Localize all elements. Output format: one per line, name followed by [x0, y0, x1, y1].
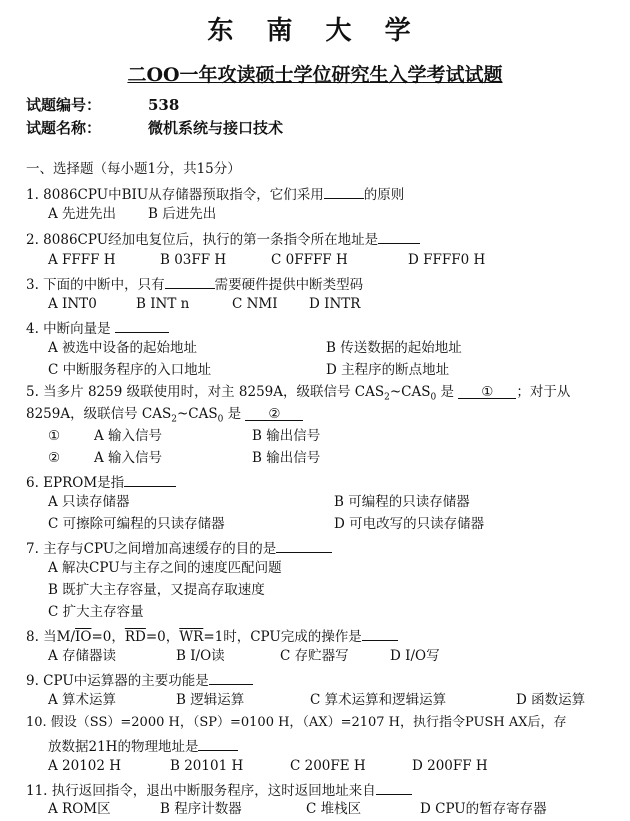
q5-row2-option-a: A 输入信号 — [94, 450, 163, 466]
question-5-line-2 — [26, 408, 303, 425]
name-label: 试题名称： — [26, 119, 102, 137]
q5-line2-sub0: 0 — [217, 414, 224, 425]
q6-option-d: D 可电改写的只读存储器 — [334, 516, 485, 532]
q5-line2-cas: ~CAS — [176, 406, 218, 422]
q11-text: 11. 执行返回指令，退出中断服务程序，这时返回地址来自 — [26, 783, 376, 799]
q5-blank-1 — [458, 386, 516, 399]
q8-text-end: =1时，CPU完成的操作是 — [203, 629, 362, 645]
q10-option-a: A 20102 H — [48, 758, 122, 774]
q11-option-d: D CPU的暂存寄存器 — [420, 801, 547, 817]
q9-option-d: D 函数运算 — [516, 692, 586, 708]
q8-eq1: =0， — [91, 629, 125, 645]
q9-blank — [209, 672, 253, 685]
question-1 — [26, 186, 404, 203]
q7-option-b: B 既扩大主存容量，又提高存取速度 — [48, 582, 265, 598]
question-8 — [26, 628, 398, 645]
q5-row1-option-a: A 输入信号 — [94, 428, 163, 444]
code-value: 538 — [148, 96, 180, 114]
q1-text-end: 的原则 — [363, 187, 405, 203]
q11-blank — [376, 782, 412, 795]
q5-is: 是 — [436, 384, 459, 400]
q5-sub0: 0 — [430, 392, 437, 403]
q1-option-a: A 先进先出 — [48, 206, 117, 222]
q5-mark-2: ② — [268, 406, 281, 422]
q10-text-2: 放数据21H的物理地址是 — [48, 739, 199, 755]
q11-option-b: B 程序计数器 — [160, 801, 242, 817]
q5-text-end: ；对于从 — [516, 384, 571, 400]
q5-cas: ~CAS — [389, 384, 431, 400]
q4-text: 4. 中断向量是 — [26, 321, 111, 337]
q10-option-c: C 200FE H — [290, 758, 366, 774]
q1-text: 1. 8086CPU中BIU从存储器预取指令，它们采用 — [26, 187, 324, 203]
q8-wr-bar: $\overline{WR}$ — [179, 629, 204, 645]
q9-option-a: A 算术运算 — [48, 692, 117, 708]
q7-option-c: C 扩大主存容量 — [48, 604, 144, 620]
q6-blank — [124, 474, 176, 487]
q8-io-bar: $\overline{IO}$ — [75, 629, 92, 645]
q3-option-c: C NMI — [232, 296, 278, 312]
university-name: 东 南 大 学 — [207, 16, 423, 46]
q10-blank — [198, 738, 238, 751]
q8-text: 8. 当M/ — [26, 629, 76, 645]
q8-option-c: C 存贮器写 — [280, 648, 349, 664]
q2-option-a: A FFFF H — [48, 252, 116, 268]
q2-blank — [378, 231, 420, 244]
question-4 — [26, 320, 169, 337]
q5-line2-sub2: 2 — [171, 414, 177, 425]
q3-option-d: D INTR — [309, 296, 361, 312]
q7-blank — [276, 540, 332, 553]
q2-text: 2. 8086CPU经加电复位后，执行的第一条指令所在地址是 — [26, 232, 379, 248]
question-2 — [26, 231, 420, 248]
q3-text-end: 需要硬件提供中断类型码 — [214, 277, 364, 293]
q3-option-b: B INT n — [136, 296, 190, 312]
q2-option-d: D FFFF0 H — [408, 252, 486, 268]
q5-row2-mark: ② — [48, 450, 61, 466]
q2-option-c: C 0FFFF H — [271, 252, 348, 268]
q5-row1-option-b: B 输出信号 — [252, 428, 321, 444]
q5-text: 5. 当多片 8259 级联使用时，对主 8259A，级联信号 CAS — [26, 384, 385, 400]
q7-text: 7. 主存与CPU之间增加高速缓存的目的是 — [26, 541, 277, 557]
question-10: 10. 假设（SS）=2000 H，（SP）=0100 H，（AX）=2107 H，执行指令PUSH AX后，存 — [26, 715, 567, 730]
q9-option-c: C 算术运算和逻辑运算 — [310, 692, 447, 708]
q10-option-d: D 200FF H — [412, 758, 488, 774]
q8-eq2: =0， — [145, 629, 180, 645]
code-label: 试题编号： — [26, 96, 102, 114]
q7-option-a: A 解决CPU与主存之间的速度匹配问题 — [48, 560, 282, 576]
q8-option-a: A 存储器读 — [48, 648, 117, 664]
q3-blank — [165, 276, 215, 289]
q9-option-b: B 逻辑运算 — [176, 692, 245, 708]
q5-sub: 2 — [384, 392, 390, 403]
q5-line2-is: 是 — [223, 406, 246, 422]
q2-option-b: B 03FF H — [160, 252, 227, 268]
q11-option-a: A ROM区 — [48, 801, 111, 817]
section-title: 一、选择题（每小题1分，共15分） — [26, 161, 241, 177]
name-value: 微机系统与接口技术 — [148, 119, 284, 137]
q3-option-a: A INT0 — [48, 296, 97, 312]
question-7 — [26, 540, 332, 557]
q8-option-d: D I/O写 — [390, 648, 440, 664]
question-6 — [26, 474, 176, 491]
question-11 — [26, 782, 412, 799]
q1-blank — [324, 186, 364, 199]
q5-line2: 8259A，级联信号 CAS — [26, 406, 172, 422]
q10-option-b: B 20101 H — [170, 758, 244, 774]
q8-blank — [362, 628, 398, 641]
q4-blank — [115, 320, 169, 333]
question-9 — [26, 672, 253, 689]
question-10-line-2 — [48, 738, 238, 755]
q6-option-b: B 可编程的只读存储器 — [334, 494, 470, 510]
q4-option-a: A 被选中设备的起始地址 — [48, 340, 198, 356]
q3-text: 3. 下面的中断中，只有 — [26, 277, 165, 293]
q4-option-d: D 主程序的断点地址 — [326, 362, 450, 378]
q6-option-a: A 只读存储器 — [48, 494, 130, 510]
exam-title: 二OO一年攻读硕士学位研究生入学考试试题 — [127, 64, 503, 86]
q11-option-c: C 堆栈区 — [306, 801, 362, 817]
question-5 — [26, 386, 570, 403]
question-3 — [26, 276, 363, 293]
q6-text: 6. EPROM是指 — [26, 475, 125, 491]
q8-option-b: B I/O读 — [176, 648, 225, 664]
q1-option-b: B 后进先出 — [148, 206, 217, 222]
q4-option-b: B 传送数据的起始地址 — [326, 340, 462, 356]
q9-text: 9. CPU中运算器的主要功能是 — [26, 673, 209, 689]
q6-option-c: C 可擦除可编程的只读存储器 — [48, 516, 225, 532]
q5-row2-option-b: B 输出信号 — [252, 450, 321, 466]
q4-option-c: C 中断服务程序的入口地址 — [48, 362, 212, 378]
q8-rd-bar: $\overline{RD}$ — [124, 629, 146, 645]
q5-blank-2 — [245, 408, 303, 421]
q5-row1-mark: ① — [48, 428, 61, 444]
q5-mark-1: ① — [481, 384, 494, 400]
